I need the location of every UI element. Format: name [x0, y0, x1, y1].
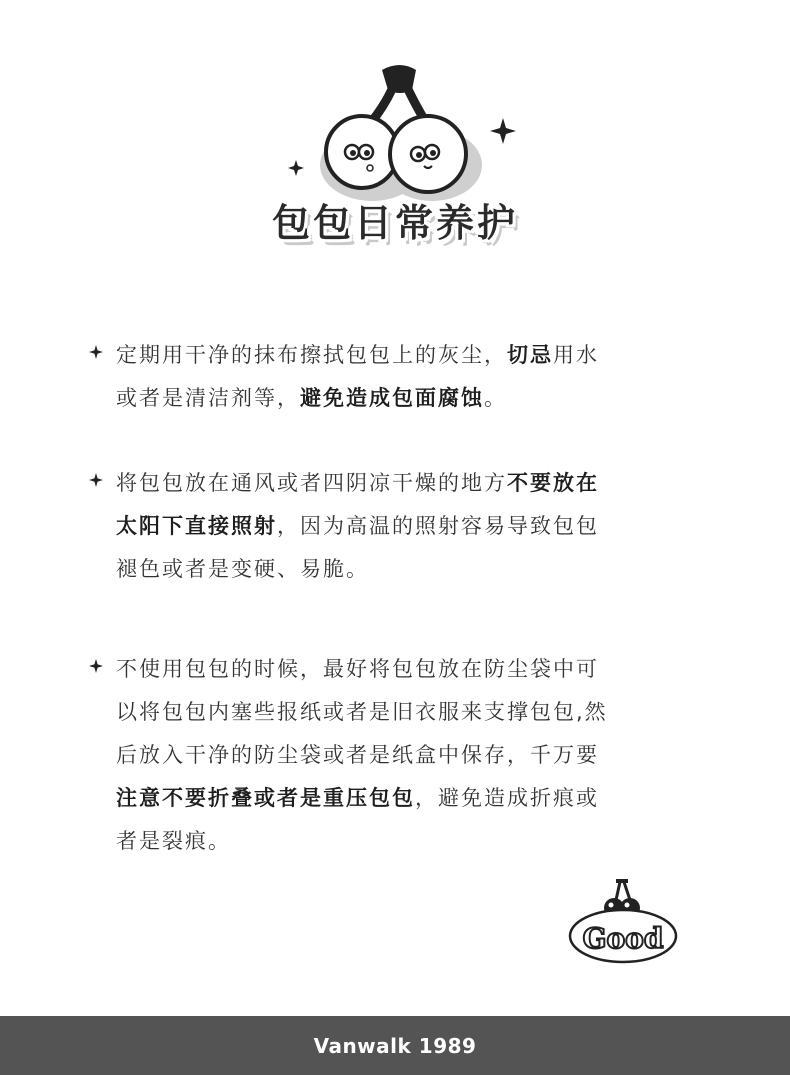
tip-emphasis: 切忌: [507, 343, 553, 367]
page-title: 包包日常养护: [271, 201, 518, 245]
footer-brand: Vanwalk 1989: [313, 1033, 477, 1058]
tip-segment: ，因为高温的照射容易导致包包 褪色或者是变硬、易脆。: [116, 514, 599, 581]
tip-emphasis: 注意不要折叠或者是重压包包: [116, 786, 415, 810]
tip-segment: 定期用干净的抹布擦拭包包上的灰尘，: [116, 343, 507, 367]
tip-text: [116, 648, 698, 863]
cherry-good-logo: [566, 878, 680, 966]
header-illustration: [0, 0, 790, 300]
footer-bar: [0, 1016, 790, 1075]
tip-item: [88, 334, 698, 420]
sparkle-icon: [490, 118, 516, 144]
good-logo: [566, 878, 680, 966]
tip-emphasis: 避免造成包面腐蚀: [300, 386, 484, 410]
star-bullet-icon: [88, 658, 104, 674]
tip-segment: 将包包放在通风或者四阴凉干燥的地方: [116, 471, 507, 495]
cherry-illustration: [0, 0, 790, 300]
tip-segment: 用水 或者是清洁剂等，: [116, 343, 599, 410]
tip-item: [88, 648, 698, 863]
tip-text: [116, 334, 698, 420]
tip-segment: 不使用包包的时候，最好将包包放在防尘袋中可 以将包包内塞些报纸或者是旧衣服来支撑包包,然 后放入干净的防尘袋或者是纸盒中保存，千万要: [116, 657, 608, 767]
logo-text: Good: [582, 922, 664, 955]
tip-text: [116, 462, 698, 591]
sparkle-icon: [288, 160, 304, 176]
star-bullet-icon: [88, 472, 104, 488]
tip-segment: ，避免造成折痕或 者是裂痕。: [116, 786, 599, 853]
star-bullet-icon: [88, 344, 104, 360]
tip-emphasis: 不要放在 太阳下直接照射: [116, 471, 599, 538]
tip-item: [88, 462, 698, 591]
tip-segment: 。: [484, 386, 507, 410]
